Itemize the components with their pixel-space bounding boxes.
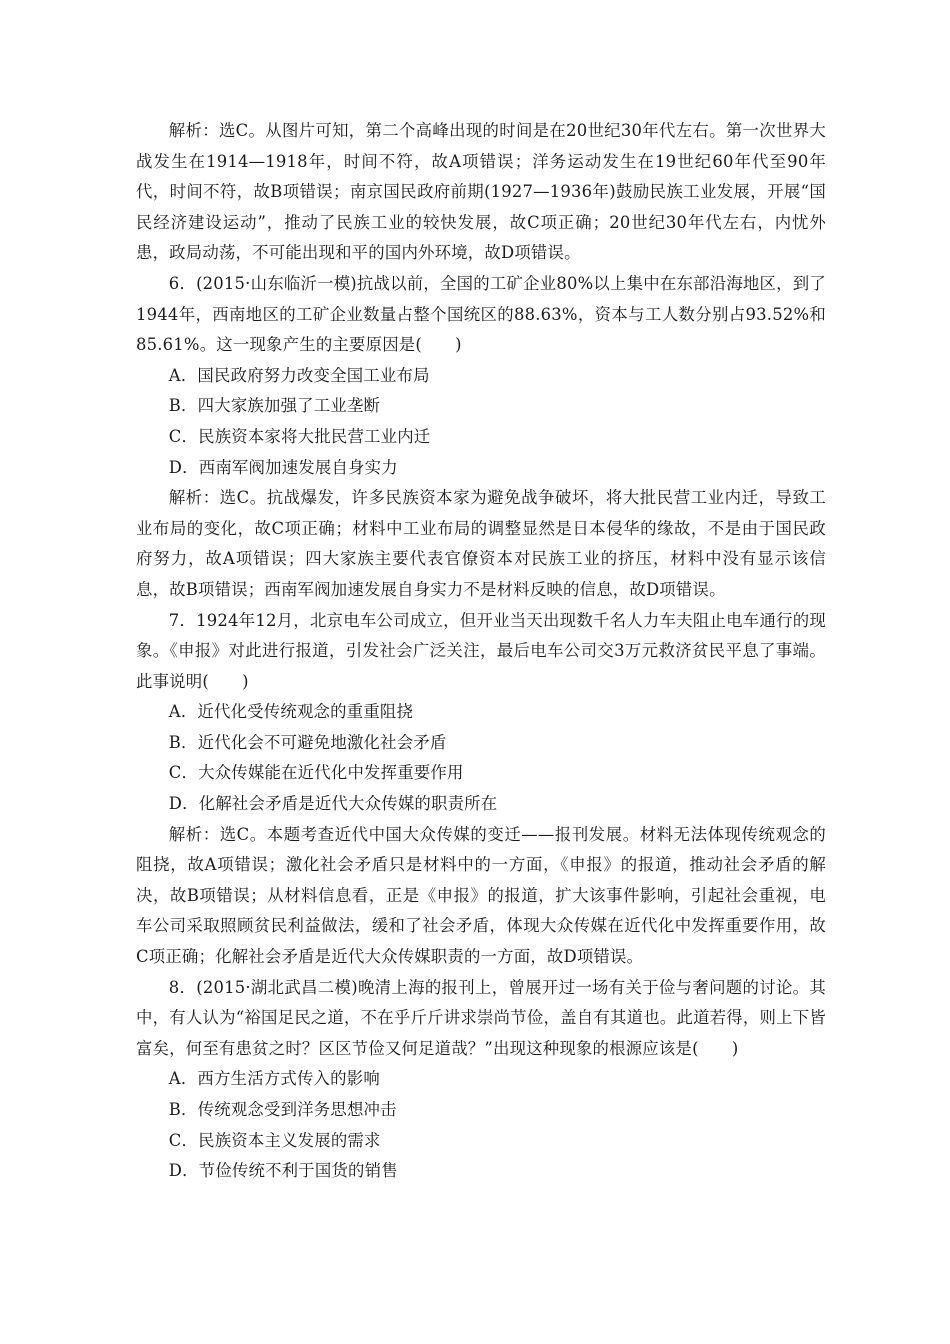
q7-option-b: B．近代化会不可避免地激化社会矛盾 [168,732,447,752]
q8-option-d: D．节俭传统不利于国货的销售 [168,1161,398,1181]
q7-option-c: C．大众传媒能在近代化中发挥重要作用 [168,763,464,783]
q8-option-c: C．民族资本主义发展的需求 [168,1130,381,1150]
question-6: 6．(2015·山东临沂一模)抗战以前，全国的工矿企业80%以上集中在东部沿海地区，到了1944年，西南地区的工矿企业数量占整个国统区的88.63%，资本与工人数分别占93.52%和85.61%。这一现象产生的主要原因是( ) [136,273,826,355]
analysis-6: 解析：选C。抗战爆发，许多民族资本家为避免战争破坏，将大批民营工业内迁，导致工业布局的变化，故C项正确；材料中工业布局的调整显然是日本侵华的缘故，不是由于国民政府努力，故A项错误；四大家族主要代表官僚资本对民族工业的挤压，材料中没有显示该信息，故B项错误；西南军阀加速发展自身实力不是材料反映的信息，故D项错误。 [136,488,826,599]
analysis-5: 解析：选C。从图片可知，第二个高峰出现的时间是在20世纪30年代左右。第一次世界大战发生在1914—1918年，时间不符，故A项错误；洋务运动发生在19世纪60年代至90年代，时间不符，故B项错误；南京国民政府前期(1927—1936年)鼓励民族工业发展，开展“国民经济建设运动”，推动了民族工业的较快发展，故C项正确；20世纪30年代左右，内忧外患，政局动荡，不可能出现和平的国内外环境，故D项错误。 [136,121,826,263]
q6-option-b: B．四大家族加强了工业垄断 [168,396,381,416]
analysis-7: 解析：选C。本题考查近代中国大众传媒的变迁——报刊发展。材料无法体现传统观念的阻挠，故A项错误；激化社会矛盾只是材料中的一方面，《申报》的报道，推动社会矛盾的解决，故B项错误；从材料信息看，正是《申报》的报道，扩大该事件影响，引起社会重视，电车公司采取照顾贫民利益做法，缓和了社会矛盾，体现大众传媒在近代化中发挥重要作用，故C项正确；化解社会矛盾是近代大众传媒职责的一方面，故D项错误。 [136,824,826,967]
question-7: 7．1924年12月，北京电车公司成立，但开业当天出现数千名人力车夫阻止电车通行的现象。《申报》对此进行报道，引发社会广泛关注，最后电车公司交3万元救济贫民平息了事端。此事说明( ) [136,610,826,691]
q6-option-d: D．西南军阀加速发展自身实力 [168,457,398,477]
q8-option-a: A．西方生活方式传入的影响 [168,1069,380,1089]
q7-option-a: A．近代化受传统观念的重重阻挠 [168,702,414,722]
q6-option-c: C．民族资本家将大批民营工业内迁 [168,426,431,446]
question-8: 8．(2015·湖北武昌二模)晚清上海的报刊上，曾展开过一场有关于俭与奢问题的讨论。其中，有人认为“裕国足民之道，不在乎斤斤讲求崇尚节俭，盖自有其道也。此道若得，则上下皆富矣，何至有患贫之时？区区节俭又何足道哉？”出现这种现象的根源应该是( ) [136,977,826,1058]
q6-option-a: A．国民政府努力改变全国工业布局 [168,365,430,385]
q7-option-d: D．化解社会矛盾是近代大众传媒的职责所在 [168,794,498,814]
q8-option-b: B．传统观念受到洋务思想冲击 [168,1100,397,1119]
document-body [136,116,826,1187]
